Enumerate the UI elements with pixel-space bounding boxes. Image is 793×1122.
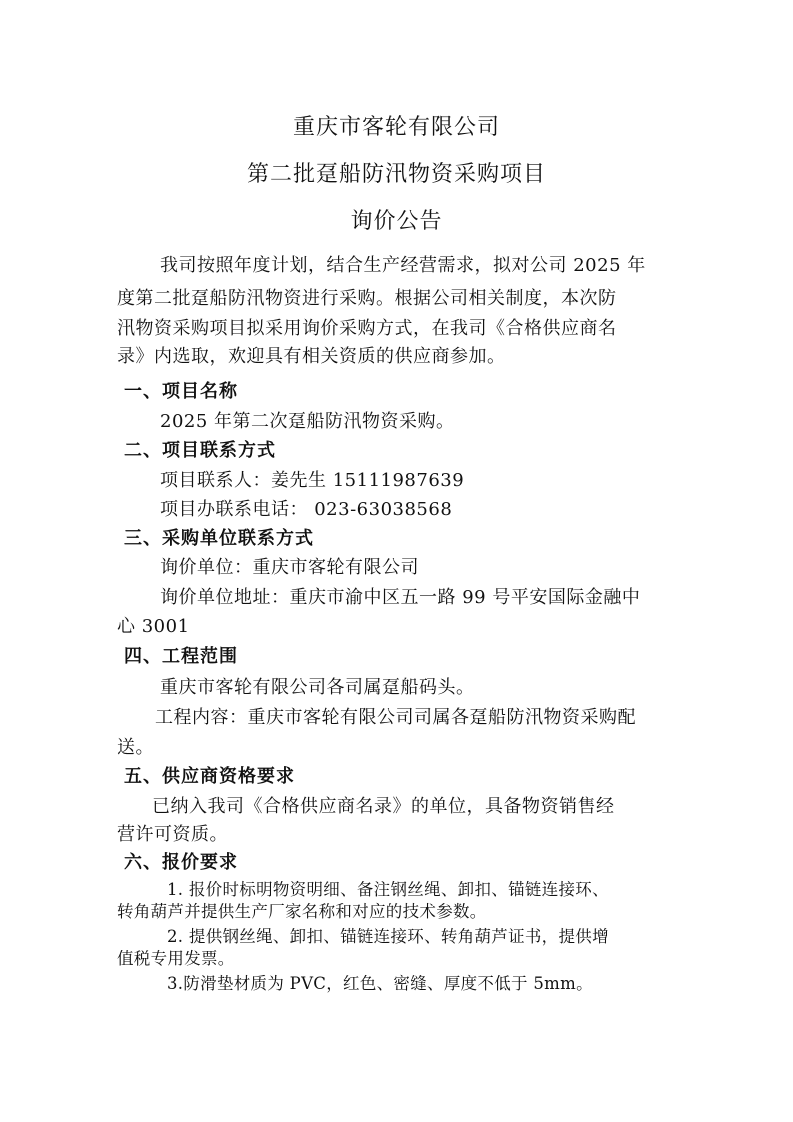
- section-heading-project-name: 一、项目名称: [124, 381, 238, 402]
- quote-item-1-line-1: 1. 报价时标明物资明细、备注钢丝绳、卸扣、锚链连接环、: [167, 880, 609, 899]
- intro-line-4: 录》内选取，欢迎具有相关资质的供应商参加。: [117, 346, 506, 367]
- purchaser-address-line-2: 心 3001: [117, 616, 190, 637]
- quote-item-1-line-2: 转角葫芦并提供生产厂家名称和对应的技术参数。: [117, 902, 487, 921]
- intro-line-1: 我司按照年度计划，结合生产经营需求，拟对公司 2025 年: [160, 255, 646, 276]
- project-title: 第二批趸船防汛物资采购项目: [246, 162, 546, 187]
- section-heading-purchaser-contact: 三、采购单位联系方式: [124, 528, 314, 549]
- section-heading-supplier-requirements: 五、供应商资格要求: [124, 766, 295, 787]
- project-contact-person: 项目联系人：姜先生 15111987639: [160, 470, 465, 491]
- purchaser-unit: 询价单位：重庆市客轮有限公司: [160, 557, 419, 578]
- scope-content-line-1: 工程内容：重庆市客轮有限公司司属各趸船防汛物资采购配: [155, 707, 636, 728]
- purchaser-address-line-1: 询价单位地址：重庆市渝中区五一路 99 号平安国际金融中: [160, 587, 641, 608]
- intro-line-3: 汛物资采购项目拟采用询价采购方式，在我司《合格供应商名: [117, 318, 617, 339]
- notice-title: 询价公告: [350, 209, 443, 234]
- company-title: 重庆市客轮有限公司: [292, 115, 500, 140]
- quote-item-2-line-2: 值税专用发票。: [117, 949, 235, 968]
- scope-content-line-2: 送。: [117, 737, 154, 758]
- intro-line-2: 度第二批趸船防汛物资进行采购。根据公司相关制度，本次防: [117, 288, 617, 309]
- quote-item-2-line-1: 2. 提供钢丝绳、卸扣、锚链连接环、转角葫芦证书，提供增: [167, 927, 609, 946]
- section-heading-scope: 四、工程范围: [124, 646, 238, 667]
- project-office-phone: 项目办联系电话： 023-63038568: [160, 499, 453, 520]
- scope-text: 重庆市客轮有限公司各司属趸船码头。: [160, 677, 475, 698]
- quote-item-3: 3.防滑垫材质为 PVC，红色、密缝、厚度不低于 5mm。: [167, 974, 593, 993]
- supplier-requirement-line-1: 已纳入我司《合格供应商名录》的单位，具备物资销售经: [152, 796, 615, 817]
- project-name-text: 2025 年第二次趸船防汛物资采购。: [160, 411, 455, 432]
- section-heading-project-contact: 二、项目联系方式: [124, 440, 276, 461]
- supplier-requirement-line-2: 营许可资质。: [117, 824, 228, 845]
- section-heading-quote-requirements: 六、报价要求: [124, 852, 238, 873]
